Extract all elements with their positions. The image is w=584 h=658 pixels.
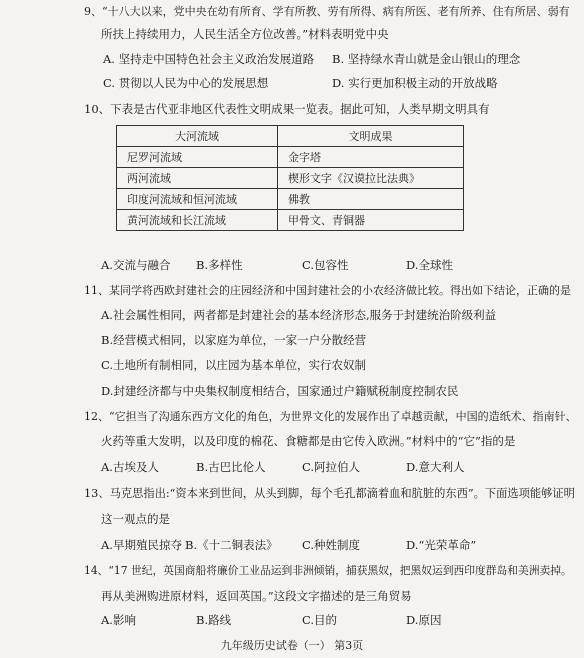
table-row (117, 147, 464, 168)
q9-option-d[interactable]: D. 实行更加积极主动的开放战略 (332, 76, 498, 90)
q11-option-b[interactable]: B.经营模式相同，以家庭为单位，一家一户分散经营 (101, 333, 367, 347)
q14-option-a[interactable]: A.影响 (101, 613, 136, 627)
q9-option-a[interactable]: A. 坚持走中国特色社会主义政治发展道路 (103, 52, 315, 66)
q14-line-2: 再从美洲购进原材料，返回英国。”这段文字描述的是三角贸易 (101, 589, 412, 603)
table-cell: 佛教 (278, 189, 464, 210)
q12-option-b[interactable]: B.古巴比伦人 (196, 460, 266, 474)
table-row (117, 168, 464, 189)
q11-option-a[interactable]: A.社会属性相同，两者都是封建社会的基本经济形态,服务于封建统治阶级利益 (101, 308, 497, 322)
q10-stem: 10、下表是古代亚非地区代表性文明成果一览表。据此可知，人类早期文明具有 (84, 102, 490, 116)
civilization-table (116, 125, 464, 231)
q13-option-b[interactable]: B.《十二铜表法》 (185, 538, 278, 552)
q9-option-c[interactable]: C. 贯彻以人民为中心的发展思想 (103, 76, 269, 90)
table-cell: 甲骨文、青铜器 (278, 210, 464, 231)
table-header-row (117, 126, 464, 147)
q11-option-c[interactable]: C.土地所有制相同，以庄园为基本单位，实行农奴制 (101, 358, 367, 372)
q13-line-1: 13、马克思指出:“资本来到世间，从头到脚，每个毛孔都滴着血和肮脏的东西”。下面选项能够证明 (84, 487, 575, 500)
q13-option-d[interactable]: D.“光荣革命” (406, 538, 477, 552)
q9-line-2: 所扶上持续用力，人民生活全方位改善。”材料表明党中央 (101, 27, 389, 41)
q11-stem: 11、某同学将西欧封建社会的庄园经济和中国封建社会的小农经济做比较。得出如下结论，正确的是 (84, 284, 571, 297)
q12-option-d[interactable]: D.意大利人 (406, 460, 465, 474)
table-row (117, 210, 464, 231)
q10-option-d[interactable]: D.全球性 (406, 258, 453, 272)
page-footer: 九年级历史试卷（一） 第3页 (220, 639, 364, 652)
table-cell: 楔形文字《汉谟拉比法典》 (278, 168, 464, 189)
q14-option-c[interactable]: C.目的 (302, 613, 338, 627)
q12-line-2: 火药等重大发明，以及印度的棉花、食糖都是由它传入欧洲。”材料中的“它”指的是 (101, 434, 516, 448)
table-cell: 印度河流域和恒河流域 (117, 189, 278, 210)
q9-line-1: 9、“十八大以来，党中央在幼有所育、学有所教、劳有所得、病有所医、老有所养、住有所居、弱有 (84, 5, 570, 18)
q12-option-a[interactable]: A.古埃及人 (101, 460, 159, 474)
q10-option-a[interactable]: A.交流与融合 (101, 258, 171, 272)
q12-line-1: 12、“它担当了沟通东西方文化的角色，为世界文化的发展作出了卓越贡献，中国的造纸术、指南针、 (84, 410, 577, 423)
q10-option-c[interactable]: C.包容性 (302, 258, 349, 272)
table-row (117, 189, 464, 210)
q14-option-d[interactable]: D.原因 (406, 613, 442, 627)
q10-option-b[interactable]: B.多样性 (196, 258, 243, 272)
q14-option-b[interactable]: B.路线 (196, 613, 232, 627)
q12-option-c[interactable]: C.阿拉伯人 (302, 460, 361, 474)
table-cell: 两河流域 (117, 168, 278, 189)
q9-option-b[interactable]: B. 坚持绿水青山就是金山银山的理念 (332, 52, 521, 66)
q13-option-a[interactable]: A.早期殖民掠夺 (101, 538, 182, 552)
table-header: 大河流域 (117, 126, 278, 147)
table-header: 文明成果 (278, 126, 464, 147)
table-cell: 尼罗河流域 (117, 147, 278, 168)
q14-line-1: 14、“17 世纪，英国商船将廉价工业品运到非洲倾销，捕获黑奴，把黑奴运到西印度群岛和美洲卖掉。 (84, 564, 572, 577)
q13-line-2: 这一观点的是 (101, 512, 170, 526)
table-cell: 黄河流域和长江流域 (117, 210, 278, 231)
q13-option-c[interactable]: C.种姓制度 (302, 538, 361, 552)
table-cell: 金字塔 (278, 147, 464, 168)
q11-option-d[interactable]: D.封建经济都与中央集权制度相结合，国家通过户籍赋税制度控制农民 (101, 384, 459, 398)
